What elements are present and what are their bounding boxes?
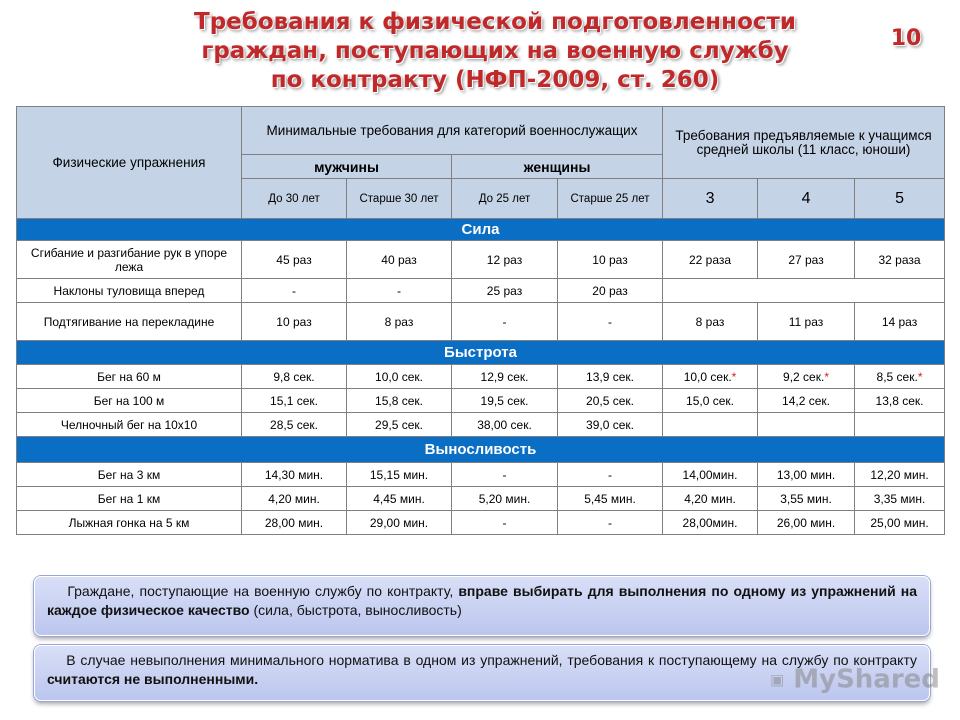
table-cell: 13,9 сек.: [558, 365, 663, 389]
table-cell: 20,5 сек.: [558, 389, 663, 413]
watermark-text: MyShared: [793, 664, 940, 695]
table-cell: 12,9 сек.: [452, 365, 558, 389]
table-row: [17, 241, 945, 279]
table-cell: [855, 365, 945, 389]
table-row: [17, 463, 945, 487]
header-age: До 25 лет: [452, 179, 558, 219]
table-cell: 8 раз: [663, 303, 758, 341]
table-row: [17, 303, 945, 341]
table-cell: 9,8 сек.: [242, 365, 347, 389]
note-choice: [34, 576, 930, 636]
watermark: [770, 664, 940, 695]
table-cell: 26,00 мин.: [758, 511, 855, 535]
table-row: [17, 389, 945, 413]
note-bold-text: вправе выбирать для выполнения по одному из упражнений на каждое физическое качество: [47, 583, 917, 618]
exercise-name: Наклоны туловища вперед: [17, 279, 242, 303]
table-cell: 25,00 мин.: [855, 511, 945, 535]
table-row: [17, 365, 945, 389]
table-cell: 15,8 сек.: [347, 389, 452, 413]
footnote-star: *: [917, 369, 923, 384]
table-cell: 13,8 сек.: [855, 389, 945, 413]
empty-cell: [663, 279, 945, 303]
table-cell: 14,2 сек.: [758, 389, 855, 413]
table-cell: 28,00мин.: [663, 511, 758, 535]
note-text: В случае невыполнения минимального норматива в одном из упражнений, требования к поступающему на службу по контракту: [66, 652, 918, 668]
table-cell: 29,5 сек.: [347, 413, 452, 437]
header-age: До 30 лет: [242, 179, 347, 219]
table-cell: 28,5 сек.: [242, 413, 347, 437]
table-cell: [663, 365, 758, 389]
table-cell: 38,00 сек.: [452, 413, 558, 437]
footnote-star: *: [824, 369, 829, 384]
table-cell: 22 раза: [663, 241, 758, 279]
page-title: [150, 8, 840, 95]
empty-cell: [855, 413, 945, 437]
table-cell: -: [558, 303, 663, 341]
header-grade: 3: [663, 179, 758, 219]
table-cell: -: [452, 463, 558, 487]
table-cell: 14,00мин.: [663, 463, 758, 487]
exercise-name: Бег на 60 м: [17, 365, 242, 389]
table-cell: 4,20 мин.: [242, 487, 347, 511]
header-age: Старше 30 лет: [347, 179, 452, 219]
table-cell: 14,30 мин.: [242, 463, 347, 487]
header-grade: 5: [855, 179, 945, 219]
table-cell: 25 раз: [452, 279, 558, 303]
table-cell: -: [452, 511, 558, 535]
empty-cell: [663, 413, 758, 437]
table-cell: 15,0 сек.: [663, 389, 758, 413]
table-cell: 15,15 мин.: [347, 463, 452, 487]
table-cell: 10 раз: [558, 241, 663, 279]
norms-table: [16, 106, 945, 535]
table-cell: 20 раз: [558, 279, 663, 303]
title-line-2: граждан, поступающих на военную службу: [201, 38, 789, 64]
footnote-star: *: [731, 369, 737, 384]
table-cell: 3,35 мин.: [855, 487, 945, 511]
exercise-name: Челночный бег на 10х10: [17, 413, 242, 437]
empty-cell: [758, 413, 855, 437]
table-cell: 28,00 мин.: [242, 511, 347, 535]
table-cell: 40 раз: [347, 241, 452, 279]
note-text: (сила, быстрота, выносливость): [249, 602, 462, 618]
header-min-requirements: Минимальные требования для категорий военнослужащих: [242, 107, 663, 155]
table-row: [17, 413, 945, 437]
table-row: [17, 487, 945, 511]
header-exercises: Физические упражнения: [17, 107, 242, 219]
table-cell: 45 раз: [242, 241, 347, 279]
header-men: мужчины: [242, 155, 452, 179]
header-grade: 4: [758, 179, 855, 219]
table-row: [17, 511, 945, 535]
section-endurance: Выносливость: [17, 437, 945, 463]
header-school-requirements: Требования предъявляемые к учащимся средней школы (11 класс, юноши): [663, 107, 945, 179]
table-cell: 19,5 сек.: [452, 389, 558, 413]
table-cell: 12 раз: [452, 241, 558, 279]
header-age: Старше 25 лет: [558, 179, 663, 219]
table-cell: -: [347, 279, 452, 303]
section-speed: Быстрота: [17, 341, 945, 365]
table-cell: 39,0 сек.: [558, 413, 663, 437]
table-cell: 12,20 мин.: [855, 463, 945, 487]
table-cell: -: [558, 463, 663, 487]
table-cell: 14 раз: [855, 303, 945, 341]
exercise-name: Подтягивание на перекладине: [17, 303, 242, 341]
table-cell: [758, 365, 855, 389]
header-women: женщины: [452, 155, 663, 179]
table-cell: 4,20 мин.: [663, 487, 758, 511]
table-cell: 13,00 мин.: [758, 463, 855, 487]
cell-value: 9,2 сек.: [783, 369, 825, 384]
table-cell: -: [452, 303, 558, 341]
cell-value: 10,0 сек.: [683, 369, 732, 384]
table-cell: -: [558, 511, 663, 535]
exercise-name: Бег на 3 км: [17, 463, 242, 487]
title-line-3: по контракту (НФП-2009, ст. 260): [270, 67, 720, 93]
table-cell: 8 раз: [347, 303, 452, 341]
title-line-1: Требования к физической подготовленности: [194, 9, 796, 35]
exercise-name: Сгибание и разгибание рук в упоре лежа: [17, 241, 242, 279]
table-cell: 29,00 мин.: [347, 511, 452, 535]
table-cell: -: [242, 279, 347, 303]
page-number: 10: [890, 26, 922, 51]
section-strength: Сила: [17, 219, 945, 241]
table-cell: 4,45 мин.: [347, 487, 452, 511]
table-cell: 10,0 сек.: [347, 365, 452, 389]
table-cell: 15,1 сек.: [242, 389, 347, 413]
watermark-logo-icon: ▣: [770, 670, 785, 689]
table-row: [17, 279, 945, 303]
table-cell: 32 раза: [855, 241, 945, 279]
exercise-name: Бег на 100 м: [17, 389, 242, 413]
exercise-name: Лыжная гонка на 5 км: [17, 511, 242, 535]
note-text: Граждане, поступающие на военную службу по контракту,: [67, 583, 459, 599]
note-bold-text: считаются не выполненными.: [47, 671, 259, 687]
exercise-name: Бег на 1 км: [17, 487, 242, 511]
table-cell: 5,20 мин.: [452, 487, 558, 511]
table-cell: 5,45 мин.: [558, 487, 663, 511]
table-cell: 3,55 мин.: [758, 487, 855, 511]
cell-value: 8,5 сек.: [876, 369, 918, 384]
table-cell: 27 раз: [758, 241, 855, 279]
table-cell: 10 раз: [242, 303, 347, 341]
table-cell: 11 раз: [758, 303, 855, 341]
